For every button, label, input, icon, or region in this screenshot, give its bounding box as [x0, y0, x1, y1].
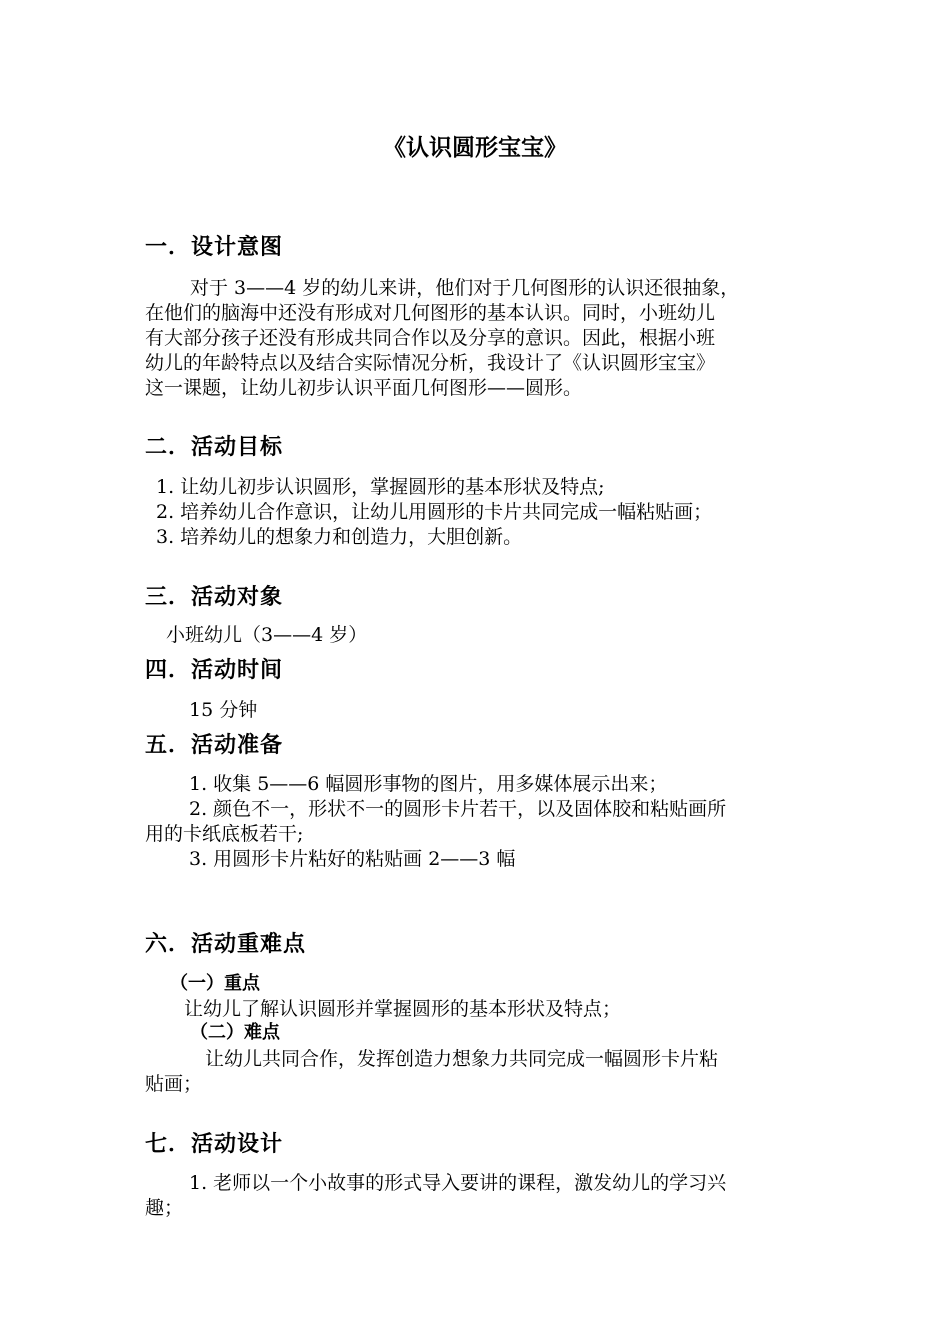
activity-target-text: 小班幼儿（3——4 岁） — [166, 624, 368, 646]
difficult-point-line: 贴画； — [145, 1073, 203, 1095]
paragraph-line: 这一课题，让幼儿初步认识平面几何图形——圆形。 — [145, 377, 583, 399]
design-line: 趣； — [145, 1197, 184, 1219]
design-line: 1. 老师以一个小故事的形式导入要讲的课程，激发幼儿的学习兴 — [189, 1172, 727, 1194]
activity-time-text: 15 分钟 — [189, 699, 258, 721]
section-heading-activity-target: 三．活动对象 — [145, 585, 284, 610]
key-point-text: 让幼儿了解认识圆形并掌握圆形的基本形状及特点； — [184, 998, 622, 1020]
preparation-line: 2. 颜色不一，形状不一的圆形卡片若干，以及固体胶和粘贴画所 — [189, 798, 727, 820]
difficult-point-line: 让幼儿共同合作，发挥创造力想象力共同完成一幅圆形卡片粘 — [205, 1048, 719, 1070]
preparation-line: 3. 用圆形卡片粘好的粘贴画 2——3 幅 — [189, 848, 516, 870]
goal-item: 1. 让幼儿初步认识圆形，掌握圆形的基本形状及特点; — [156, 476, 605, 498]
section-heading-activity-time: 四．活动时间 — [145, 658, 284, 683]
preparation-line: 用的卡纸底板若干; — [145, 823, 304, 845]
subheading-key-point: （一）重点 — [170, 973, 260, 994]
preparation-line: 1. 收集 5——6 幅圆形事物的图片，用多媒体展示出来； — [189, 773, 668, 795]
goal-item: 3. 培养幼儿的想象力和创造力，大胆创新。 — [156, 526, 523, 548]
paragraph-line: 幼儿的年龄特点以及结合实际情况分析，我设计了《认识圆形宝宝》 — [145, 352, 716, 374]
paragraph-line: 在他们的脑海中还没有形成对几何图形的基本认识。同时，小班幼儿 — [145, 302, 716, 324]
section-heading-activity-design: 七．活动设计 — [145, 1132, 284, 1157]
section-heading-activity-preparation: 五．活动准备 — [145, 733, 284, 758]
document-title: 《认识圆形宝宝》 — [383, 134, 567, 161]
paragraph-line: 有大部分孩子还没有形成共同合作以及分享的意识。因此，根据小班 — [145, 327, 716, 349]
section-heading-key-difficult-points: 六．活动重难点 — [145, 932, 307, 957]
goal-item: 2. 培养幼儿合作意识，让幼儿用圆形的卡片共同完成一幅粘贴画； — [156, 501, 713, 523]
section-heading-design-intent: 一．设计意图 — [145, 235, 284, 260]
subheading-difficult-point: （二）难点 — [190, 1022, 280, 1043]
section-heading-activity-goals: 二．活动目标 — [145, 435, 284, 460]
paragraph-line: 对于 3——4 岁的幼儿来讲，他们对于几何图形的认识还很抽象， — [190, 277, 740, 299]
